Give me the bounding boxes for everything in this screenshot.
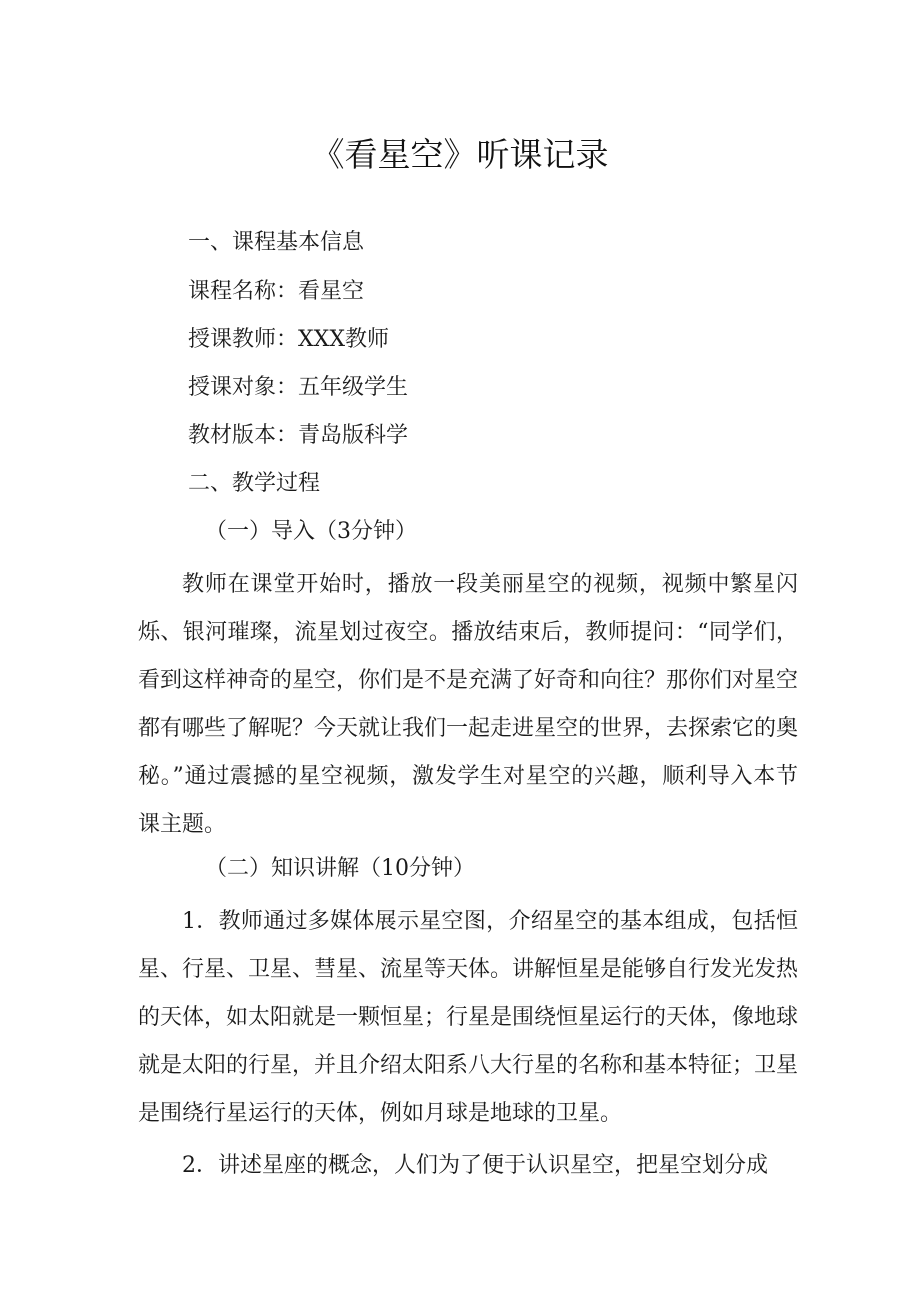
course-name-line: 课程名称：看星空 bbox=[188, 279, 365, 304]
knowledge-item-1: 1．教师通过多媒体展示星空图，介绍星空的基本组成，包括恒星、行星、卫星、彗星、流星等天体。讲解恒星是能够自行发光发热的天体，如太阳就是一颗恒星；行星是围绕恒星运行的天体，像地球就是太阳的行星，并且介绍太阳系八大行星的名称和基本特征；卫星是围绕行星运行的天体，例如月球是地球的卫星。 bbox=[138, 909, 799, 1126]
document-title: 《看星空》听课记录 bbox=[311, 135, 609, 174]
section-heading-basic-info: 一、课程基本信息 bbox=[188, 230, 365, 255]
introduction-paragraph: 教师在课堂开始时，播放一段美丽星空的视频，视频中繁星闪烁、银河璀璨，流星划过夜空。播放结束后，教师提问：“同学们，看到这样神奇的星空，你们是不是充满了好奇和向往？那你们对星空都有哪些了解呢？今天就让我们一起走进星空的世界，去探索它的奥秘。”通过震撼的星空视频，激发学生对星空的兴趣，顺利导入本节课主题。 bbox=[138, 572, 799, 837]
knowledge-item-2: 2．讲述星座的概念，人们为了便于认识星空，把星空划分成 bbox=[182, 1153, 768, 1178]
textbook-line: 教材版本：青岛版科学 bbox=[188, 423, 409, 448]
teacher-line: 授课教师：XXX教师 bbox=[188, 327, 389, 352]
subsection-heading-introduction: （一）导入（3分钟） bbox=[205, 519, 417, 544]
subsection-heading-knowledge: （二）知识讲解（10分钟） bbox=[205, 856, 475, 881]
audience-line: 授课对象：五年级学生 bbox=[188, 375, 409, 400]
section-heading-teaching-process: 二、教学过程 bbox=[188, 471, 321, 496]
